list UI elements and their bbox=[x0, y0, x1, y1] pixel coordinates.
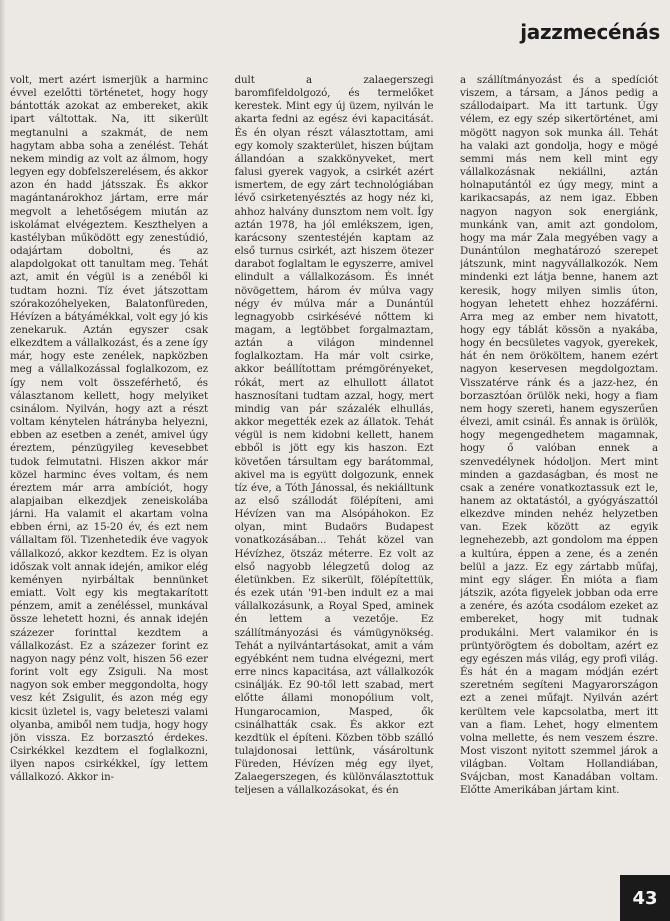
section-title: jazzmecénás bbox=[520, 20, 660, 44]
article-column-3: a szállítmányozást és a spedíciót viszem, a társam, a János pedig a szállodaipart. Ma itt tartunk. Úgy vélem, ez egy szép sikertörténet, ami mögött nagyon sok munka áll. Tehát ha valaki azt gondolja, hogy e mögé semmi más nem kell mint egy vállalkozásnak nekiállni, aztán holnaputántól ez úgy megy, mint a karikacsapás, az nem igaz. Ebben nagyon nagyon sok energiánk, munkánk van, amit azt gondolom, hogy ma már Zala megyében vagy a Dunántúlon meghatározó szerepet játszunk, mint nagyvállalkozók. Nem mindenki ezt látja benne, hanem azt keresik, hogy milyen simlis úton, hogyan lehetett ehhez hozzáférni. Arra meg az ember nem hivatott, hogy egy táblát kössön a nyakába, hogy én becsületes vagyok, gyerekek, hát én nem örököltem, hanem ezért nagyon keservesen megdolgoztam. Visszatérve ránk és a jazz-hez, én borzasztóan örülök neki, hogy a fiam nem hogy szereti, hanem egyszerűen élvezi, amit csinál. És annak is örülök, hogy megengedhetem magamnak, hogy ő valóban ennek a szenvedélynek hódoljon. Mert mint minden a gazdaságban, és most ne csak a zenére vonatkoztassuk ezt le, hanem az oktatástól, a gyógyászattól elkezdve minden nehéz helyzetben van. Ezek között az egyik legnehezebb, azt gondolom ma éppen a kultúra, éppen a zene, és a zenén belül a jazz. Ez egy zártabb műfaj, mint egy sláger. Én mióta a fiam játszik, azóta figyelek jobban oda erre a zenére, és azóta csodálom ezeket az embereket, hogy mit tudnak produkálni. Mert valamikor én is prüntyörögtem és doboltam, azért ez egy egészen más világ, egy profi világ. És hát én a magam módján ezért szeretném segíteni Magyarországon ezt a zenei műfajt. Nyilván azért kerültem vele kapcsolatba, mert itt van a fiam. Lehet, hogy elmentem volna mellette, és nem veszem észre. Most viszont nyitott szemmel járok a világban. Voltam Hollandiában, Svájcban, most Kanadában voltam. Előtte Amerikában jártam kint. bbox=[460, 74, 658, 797]
article-column-1: volt, mert azért ismerjük a harminc évvel ezelőtti történetet, hogy hogy bántották azokat az embereket, akik ipart váltottak. Na, itt sikerült megtanulni a szakmát, de nem hagytam abba soha a zenélést. Tehát nekem mindig az volt az álmom, hogy legyen egy dobfelszerelésem, és akkor azon én hadd játsszak. És akkor magántanárokhoz jártam, erre már megvolt a lehetőségem miután az iskolámat elvégeztem. Keszthelyen a kastélyban működött egy zenestúdió, odajártam doboltni, és az alapdolgokat ott tanultam meg. Tehát azt, amit én végül is a zenéből ki tudtam hozni. Tíz évet játszottam szórakozóhelyeken, Balatonfüreden, Hévízen a bátyámékkal, volt egy jó kis zenekaruk. Aztán egyszer csak elkezdtem a vállalkozást, és a zene így már, hogy este zenélek, napközben meg a vállalkozással foglalkozom, ez így nem volt összeférhető, és választanom kellett, hogy melyiket csinálom. Nyilván, hogy azt a részt voltam kénytelen hátrányba helyezni, ebben az esetben a zenét, amivel úgy éreztem, pénzügyileg kevesebbet tudok felmutatni. Hiszen akkor már közel harminc éves voltam, és nem éreztem már arra ambíciót, hogy alapjaiban elkezdjek zeneiskolába járni. Ha valamit el akartam volna ebben érni, az 15-20 év, és ezt nem vállaltam föl. Tizenhetedik éve vagyok vállalkozó, akkor kezdtem. Ez is olyan időszak volt annak idején, amikor elég keményen nyirbáltak bennünket emiatt. Volt egy kis megtakarított pénzem, amit a zenéléssel, munkával össze lehetett hozni, és annak idején százezer forinttal kezdtem a vállalkozást. Ez a százezer forint ez nagyon nagy pénz volt, hiszen 56 ezer forint volt egy Zsiguli. Na most nagyon sok ember meggondolta, hogy vesz két Zsigulit, és azon még egy kicsit üzletel is, vagy beleteszi valami olyanba, amiből nem tudja, hogy hogy jön vissza. Ez borzasztó érdekes. Csirkékkel kezdtem el foglalkozni, ilyen napos csirkékkel, így lettem vállalkozó. Akkor in- bbox=[10, 74, 208, 784]
page-number: 43 bbox=[620, 875, 670, 921]
article-column-2: dult a zalaegerszegi baromfifeldolgozó, és termelőket kerestek. Mint egy új üzem, nyilván le akarta fedni az egész évi kapacitását. És én olyan részt választottam, ami egy komoly szakterület, hiszen bújtam állandóan a szakkönyveket, mert falusi gyerek vagyok, a csirkét azért ismertem, de egy zárt technológiában lévő csirketenyésztés az hogy néz ki, ahhoz halvány dunsztom nem volt. Így aztán 1978, ha jól emlékszem, igen, karácsony szentestéjén kaptam az első turnus csirkét, azt hiszem ötezer darabot foglaltam le egyszerre, amivel elindult a vállalkozásom. És innét növögettem, három év múlva vagy négy év múlva már a Dunántúl legnagyobb csirkésévé nőttem ki magam, a legtöbbet forgalmaztam, aztán a világon mindennel foglalkoztam. Ha már volt csirke, akkor beállítottam prémgörényeket, rókát, mert az elhullott állatot hasznosítani tudtam azzal, hogy, mert mindig van pár százalék elhullás, akkor megették ezek az állatok. Tehát végül is nem kidobni kellett, hanem ebből is jött egy kis haszon. Ezt követően társultam egy barátommal, akivel ma is együtt dolgozunk, ennek tíz éve, a Tóth Jánossal, és nekiálltunk az első szállodát fölépíteni, ami Hévízen van ma Alsópáhokon. Ez olyan, mint Budaörs Budapest vonatkozásában... Tehát közel van Hévízhez, ötszáz méterre. Ez volt az első nagyobb lélegzetű dolog az életünkben. Ez sikerült, fölépítettük, és ezek után '91-ben indult ez a mai vállalkozásunk, a Royal Sped, aminek én lettem a vezetője. Ez szállítmányozási és vámügynökség. Tehát a nyilvántartásokat, amit a vám egyébként nem tudna elvégezni, mert erre nincs kapacitása, azt vállalkozók csinálják. Ez 90-től lett szabad, mert előtte állami monopólium volt, Hungarocamion, Masped, ők csinálhatták csak. És akkor ezt kezdtük el építeni. Közben több szálló tulajdonosai lettünk, vásároltunk Füreden, Hévízen még egy ilyet, Zalaegerszegen, és különválasztottuk teljesen a vállalkozásokat, és én bbox=[234, 74, 434, 797]
article-columns bbox=[10, 74, 658, 874]
page-gutter-shadow bbox=[0, 0, 6, 921]
